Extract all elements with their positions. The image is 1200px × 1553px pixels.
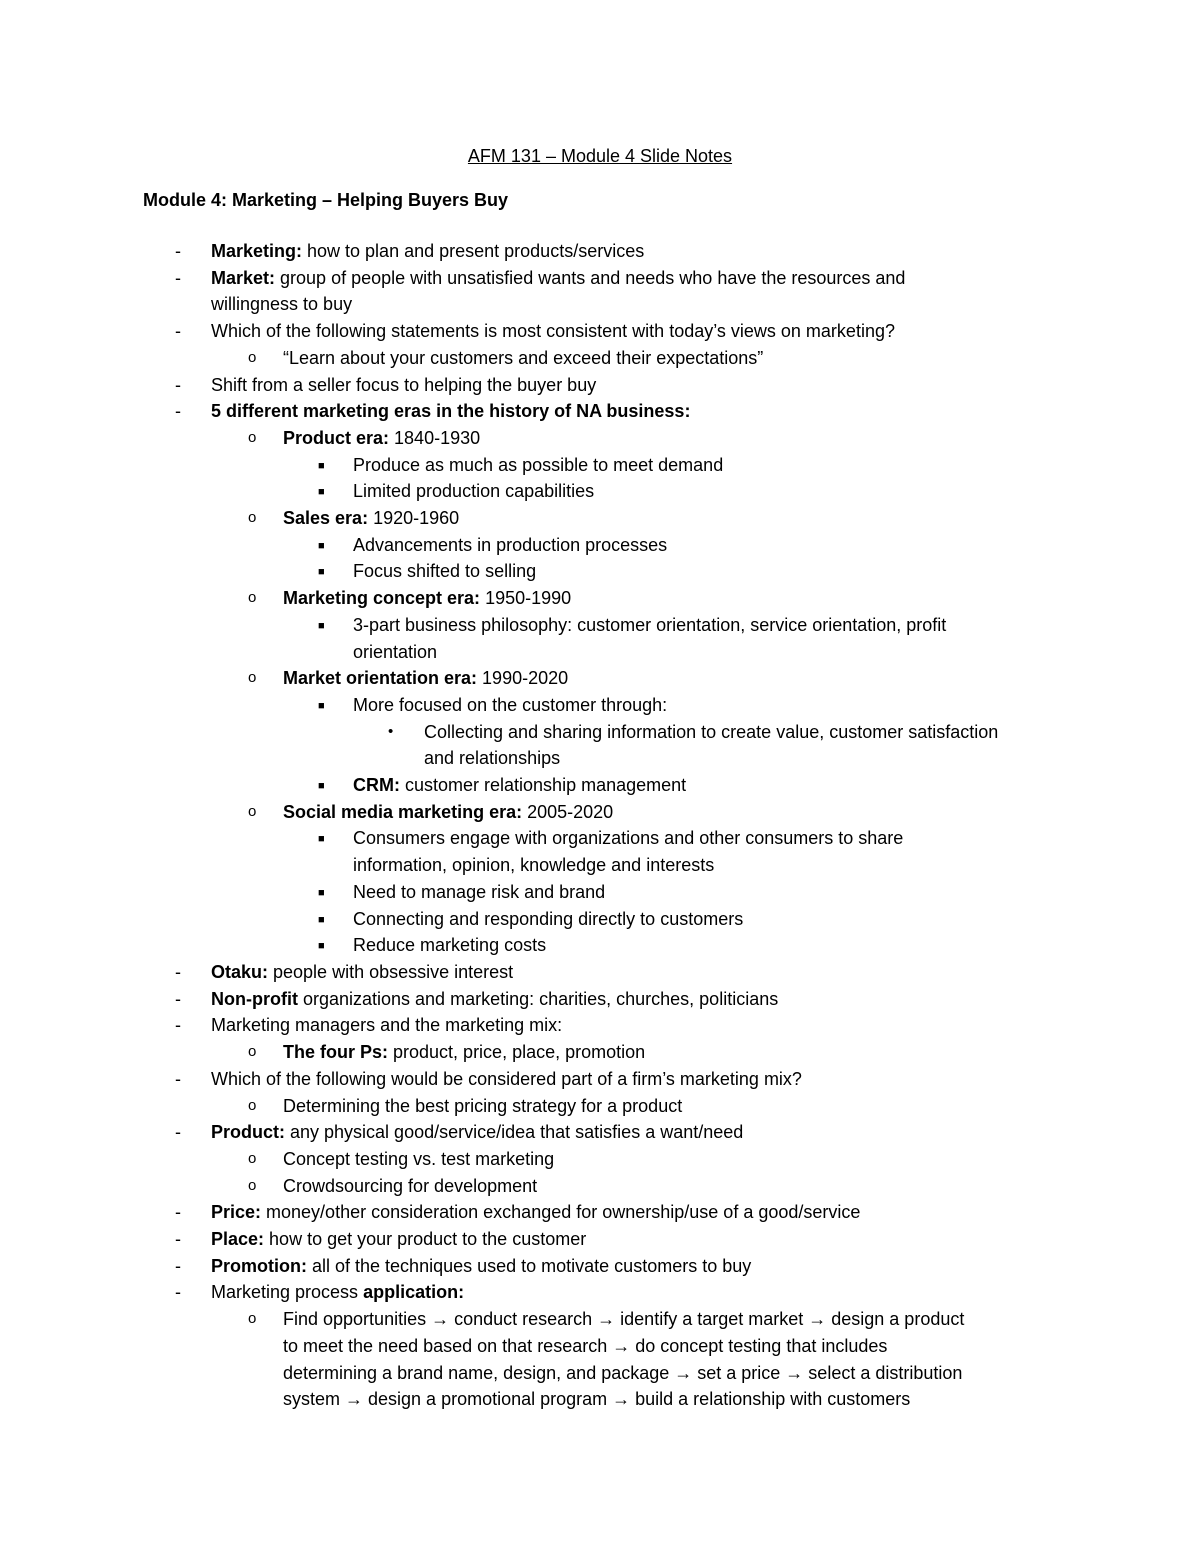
bullet-marker: o bbox=[248, 589, 257, 607]
item-text: Find opportunities → conduct research → identify a target market → design a product bbox=[283, 1309, 965, 1330]
item-text: all of the techniques used to motivate customers to buy bbox=[307, 1255, 752, 1276]
bullet-marker: - bbox=[175, 1122, 181, 1143]
bullet-marker: - bbox=[175, 321, 181, 342]
item-text: any physical good/service/idea that satisfies a want/need bbox=[285, 1122, 744, 1143]
item-text: Crowdsourcing for development bbox=[283, 1175, 538, 1196]
outline-text bbox=[211, 401, 690, 421]
outline-text bbox=[353, 455, 723, 475]
item-text: Limited production capabilities bbox=[353, 481, 595, 502]
outline-text bbox=[283, 668, 568, 688]
outline-text bbox=[353, 695, 667, 715]
outline-item bbox=[0, 745, 1200, 772]
outline-item bbox=[0, 772, 1200, 799]
outline-item bbox=[0, 1253, 1200, 1280]
outline-text bbox=[283, 428, 480, 448]
bullet-marker: - bbox=[175, 1068, 181, 1089]
outline-text bbox=[283, 802, 613, 822]
item-text: Reduce marketing costs bbox=[353, 935, 547, 956]
outline-item bbox=[0, 318, 1200, 345]
bullet-marker: • bbox=[388, 722, 394, 740]
outline-item bbox=[0, 879, 1200, 906]
bold-term: application: bbox=[363, 1282, 465, 1303]
item-text: 2005-2020 bbox=[522, 801, 614, 822]
outline-text bbox=[211, 962, 513, 982]
outline-text bbox=[283, 1176, 537, 1196]
outline-item bbox=[0, 452, 1200, 479]
outline-text bbox=[424, 745, 1200, 772]
bullet-marker: ■ bbox=[318, 699, 325, 712]
outline-item bbox=[0, 1386, 1200, 1413]
outline-item bbox=[0, 719, 1200, 746]
outline-item bbox=[0, 1279, 1200, 1306]
bullet-marker: - bbox=[175, 241, 181, 261]
item-text: and relationships bbox=[424, 748, 561, 769]
outline-item bbox=[0, 478, 1200, 505]
bullet-marker: - bbox=[175, 1282, 181, 1303]
outline-item bbox=[0, 238, 1200, 265]
bullet-marker: ■ bbox=[318, 486, 325, 499]
outline-item bbox=[0, 372, 1200, 399]
bullet-marker: ■ bbox=[318, 459, 325, 472]
bullet-marker: o bbox=[248, 1176, 257, 1194]
bullet-marker: - bbox=[175, 1202, 181, 1223]
outline-text bbox=[283, 1386, 1200, 1413]
outline-text bbox=[211, 1015, 562, 1035]
outline-text bbox=[211, 321, 895, 341]
outline-text bbox=[353, 561, 536, 581]
bullet-marker: - bbox=[175, 961, 181, 982]
item-text: group of people with unsatisfied wants and needs who have the resources and bbox=[275, 267, 906, 288]
outline-text bbox=[211, 268, 905, 288]
outline-text bbox=[211, 1202, 860, 1222]
item-text: Marketing process bbox=[211, 1282, 364, 1303]
bullet-marker: o bbox=[248, 669, 257, 687]
outline-item bbox=[0, 852, 1200, 879]
document-title: AFM 131 – Module 4 Slide Notes bbox=[467, 146, 733, 166]
item-text: Consumers engage with organizations and other consumers to share bbox=[353, 828, 904, 849]
outline-text bbox=[353, 615, 946, 635]
bullet-marker: - bbox=[175, 1015, 181, 1036]
bold-term: Market: bbox=[211, 267, 276, 288]
bold-term: Otaku: bbox=[211, 961, 269, 982]
outline-text bbox=[211, 241, 644, 261]
item-text: 3-part business philosophy: customer orientation, service orientation, profit bbox=[353, 614, 947, 635]
outline-text bbox=[283, 588, 571, 608]
outline-text bbox=[283, 1096, 682, 1116]
outline-text bbox=[353, 481, 594, 501]
bullet-marker: o bbox=[248, 348, 257, 366]
outline-text bbox=[211, 1229, 586, 1249]
outline-item bbox=[0, 1173, 1200, 1200]
item-text: Advancements in production processes bbox=[353, 534, 668, 555]
outline-item bbox=[0, 1360, 1200, 1387]
outline-item bbox=[0, 986, 1200, 1013]
outline-item bbox=[0, 1199, 1200, 1226]
bold-term: Price: bbox=[211, 1202, 262, 1223]
notes-outline bbox=[0, 238, 1200, 1413]
outline-item bbox=[0, 558, 1200, 585]
bullet-marker: - bbox=[175, 988, 181, 1009]
item-text: 1920-1960 bbox=[368, 508, 460, 529]
item-text: Which of the following statements is most consistent with today’s views on marketing? bbox=[211, 321, 895, 342]
item-text: Which of the following would be considered part of a firm’s marketing mix? bbox=[211, 1068, 802, 1089]
item-text: organizations and marketing: charities, churches, politicians bbox=[297, 988, 779, 1009]
outline-item bbox=[0, 1012, 1200, 1039]
item-text: Shift from a seller focus to helping the buyer buy bbox=[211, 374, 597, 395]
outline-text bbox=[283, 1042, 645, 1062]
outline-text bbox=[353, 935, 546, 955]
item-text: how to get your product to the customer bbox=[264, 1229, 587, 1250]
bullet-marker: o bbox=[248, 509, 257, 527]
bullet-marker: ■ bbox=[318, 886, 325, 899]
outline-item bbox=[0, 932, 1200, 959]
bold-term: Product era: bbox=[283, 427, 390, 448]
outline-item bbox=[0, 906, 1200, 933]
item-text: “Learn about your customers and exceed their expectations” bbox=[283, 347, 764, 368]
bullet-marker: - bbox=[175, 374, 181, 395]
outline-text bbox=[283, 1333, 1200, 1360]
outline-item bbox=[0, 505, 1200, 532]
item-text: 1990-2020 bbox=[477, 668, 569, 689]
outline-text bbox=[211, 989, 778, 1009]
bold-term: Market orientation era: bbox=[283, 668, 478, 689]
outline-item bbox=[0, 398, 1200, 425]
item-text: Produce as much as possible to meet demand bbox=[353, 454, 724, 475]
outline-text bbox=[424, 722, 998, 742]
outline-text bbox=[211, 1256, 751, 1276]
outline-item bbox=[0, 1333, 1200, 1360]
bold-term: Sales era: bbox=[283, 508, 369, 529]
bullet-marker: o bbox=[248, 802, 257, 820]
outline-item bbox=[0, 639, 1200, 666]
outline-item bbox=[0, 585, 1200, 612]
bullet-marker: ■ bbox=[318, 619, 325, 632]
outline-item bbox=[0, 1039, 1200, 1066]
module-heading: Module 4: Marketing – Helping Buyers Buy bbox=[143, 190, 509, 210]
outline-item bbox=[0, 1146, 1200, 1173]
outline-text bbox=[211, 1122, 743, 1142]
item-text: information, opinion, knowledge and interests bbox=[353, 855, 715, 876]
outline-text bbox=[353, 852, 1200, 879]
outline-text bbox=[353, 535, 667, 555]
outline-item bbox=[0, 1226, 1200, 1253]
item-text: 1950-1990 bbox=[480, 588, 572, 609]
bold-term: CRM: bbox=[353, 775, 400, 796]
outline-item bbox=[0, 959, 1200, 986]
outline-text bbox=[283, 508, 459, 528]
bullet-marker: ■ bbox=[318, 780, 325, 793]
outline-text bbox=[353, 775, 686, 795]
item-text: how to plan and present products/services bbox=[302, 241, 645, 261]
bullet-marker: o bbox=[248, 1043, 257, 1061]
outline-item bbox=[0, 1119, 1200, 1146]
item-text: product, price, place, promotion bbox=[388, 1042, 646, 1063]
item-text: Need to manage risk and brand bbox=[353, 881, 606, 902]
outline-item bbox=[0, 532, 1200, 559]
bold-term: Non-profit bbox=[211, 988, 298, 1009]
bold-term: The four Ps: bbox=[283, 1042, 389, 1063]
bullet-marker: - bbox=[175, 1229, 181, 1250]
item-text: Focus shifted to selling bbox=[353, 561, 537, 582]
outline-item bbox=[0, 425, 1200, 452]
item-text: to meet the need based on that research → do concept testing that includes bbox=[283, 1335, 888, 1356]
outline-item bbox=[0, 825, 1200, 852]
bold-term: Marketing: bbox=[211, 241, 303, 261]
outline-text bbox=[353, 828, 903, 848]
item-text: system → design a promotional program → build a relationship with customers bbox=[283, 1389, 911, 1410]
item-text: willingness to buy bbox=[211, 294, 353, 315]
bullet-marker: ■ bbox=[318, 539, 325, 552]
item-text: Determining the best pricing strategy for a product bbox=[283, 1095, 683, 1116]
item-text: 1840-1930 bbox=[389, 427, 481, 448]
outline-text bbox=[211, 1069, 802, 1089]
item-text: customer relationship management bbox=[400, 775, 687, 796]
bold-term: Promotion: bbox=[211, 1255, 307, 1276]
bold-term: 5 different marketing eras in the history of NA business: bbox=[211, 401, 691, 422]
bullet-marker: - bbox=[175, 1255, 181, 1276]
bullet-marker: ■ bbox=[318, 940, 325, 953]
bullet-marker: ■ bbox=[318, 913, 325, 926]
outline-item bbox=[0, 612, 1200, 639]
item-text: More focused on the customer through: bbox=[353, 694, 668, 715]
outline-item bbox=[0, 799, 1200, 826]
outline-text bbox=[283, 348, 763, 368]
item-text: people with obsessive interest bbox=[268, 961, 514, 982]
bold-term: Marketing concept era: bbox=[283, 588, 481, 609]
outline-text bbox=[211, 375, 596, 395]
bullet-marker: o bbox=[248, 1096, 257, 1114]
bullet-marker: - bbox=[175, 267, 181, 288]
bullet-marker: o bbox=[248, 1149, 257, 1167]
bullet-marker: o bbox=[248, 428, 257, 446]
outline-item bbox=[0, 345, 1200, 372]
item-text: Marketing managers and the marketing mix: bbox=[211, 1015, 563, 1036]
outline-item bbox=[0, 1093, 1200, 1120]
item-text: determining a brand name, design, and package → set a price → select a distribution bbox=[283, 1362, 963, 1383]
item-text: Collecting and sharing information to create value, customer satisfaction bbox=[424, 721, 999, 742]
bold-term: Place: bbox=[211, 1229, 265, 1250]
bold-term: Product: bbox=[211, 1122, 285, 1143]
outline-item bbox=[0, 692, 1200, 719]
item-text: orientation bbox=[353, 641, 438, 662]
outline-text bbox=[353, 882, 605, 902]
item-text: Connecting and responding directly to customers bbox=[353, 908, 744, 929]
outline-item bbox=[0, 265, 1200, 292]
outline-text bbox=[283, 1149, 554, 1169]
bullet-marker: - bbox=[175, 401, 181, 422]
bullet-marker: ■ bbox=[318, 566, 325, 579]
outline-text bbox=[211, 1282, 464, 1302]
item-text: Concept testing vs. test marketing bbox=[283, 1148, 555, 1169]
outline-item bbox=[0, 1066, 1200, 1093]
bullet-marker: o bbox=[248, 1310, 257, 1328]
outline-item bbox=[0, 665, 1200, 692]
outline-item bbox=[0, 1306, 1200, 1333]
item-text: money/other consideration exchanged for ownership/use of a good/service bbox=[261, 1202, 861, 1223]
outline-text bbox=[283, 1360, 1200, 1387]
outline-text bbox=[353, 639, 1200, 666]
bullet-marker: ■ bbox=[318, 833, 325, 846]
outline-text bbox=[211, 291, 1200, 318]
outline-text bbox=[353, 909, 743, 929]
outline-item bbox=[0, 291, 1200, 318]
outline-text bbox=[283, 1309, 964, 1329]
bold-term: Social media marketing era: bbox=[283, 801, 523, 822]
